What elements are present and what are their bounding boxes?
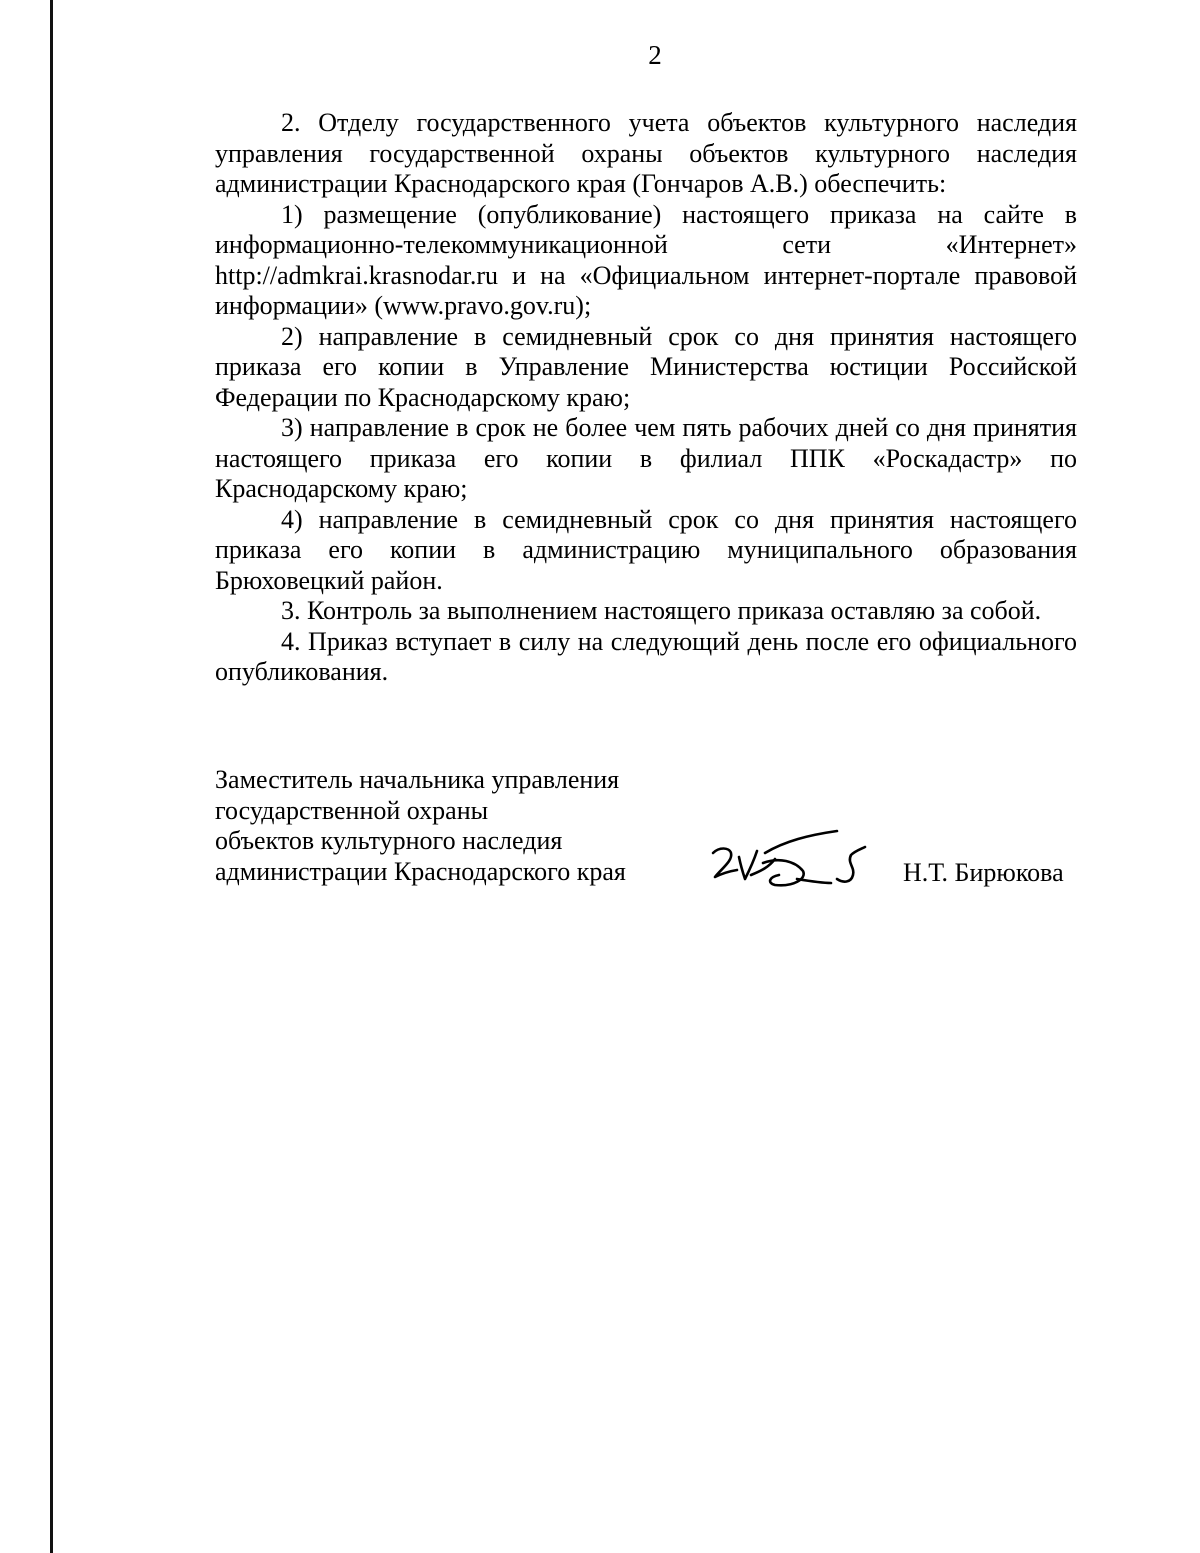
document-body [215, 108, 1077, 688]
page-number: 2 [648, 40, 662, 70]
handwritten-signature [705, 823, 885, 903]
scan-edge-line [50, 0, 53, 1553]
paragraph-item-4: 4. Приказ вступает в силу на следующий день после его официального опубликования. [215, 626, 1077, 686]
signer-name: Н.Т. Бирюкова [903, 858, 1064, 887]
paragraph-subitem-2: 2) направление в семидневный срок со дня принятия настоящего приказа его копии в Управление Министерства юстиции Российской Федерации по Краснодарскому краю; [215, 321, 1077, 412]
paragraph-subitem-4: 4) направление в семидневный срок со дня принятия настоящего приказа его копии в администрацию муниципального образования Брюховецкий район. [215, 504, 1077, 595]
signer-title-line: государственной охраны [215, 795, 489, 825]
paragraph-subitem-1: 1) размещение (опубликование) настоящего приказа на сайте в информационно-телекоммуникационной сети «Интернет» http://admkrai.krasnodar.ru и на «Официальном интернет-портале правовой информации» (www.pravo.gov.ru); [215, 199, 1077, 320]
paragraph-subitem-3: 3) направление в срок не более чем пять рабочих дней со дня принятия настоящего приказа его копии в филиал ППК «Роскадастр» по Краснодарскому краю; [215, 413, 1077, 503]
signature-block [215, 765, 1075, 905]
signer-title-line: объектов культурного наследия [215, 826, 563, 855]
signer-title-line: администрации Краснодарского края [215, 856, 626, 886]
paragraph-item-2: 2. Отделу государственного учета объектов культурного наследия управления государственной охраны объектов культурного наследия администрации Краснодарского края (Гончаров А.В.) обеспечить: [215, 108, 1077, 198]
signer-title-line: Заместитель начальника управления [215, 765, 620, 794]
paragraph-item-3: 3. Контроль за выполнением настоящего приказа оставляю за собой. [281, 596, 1042, 625]
